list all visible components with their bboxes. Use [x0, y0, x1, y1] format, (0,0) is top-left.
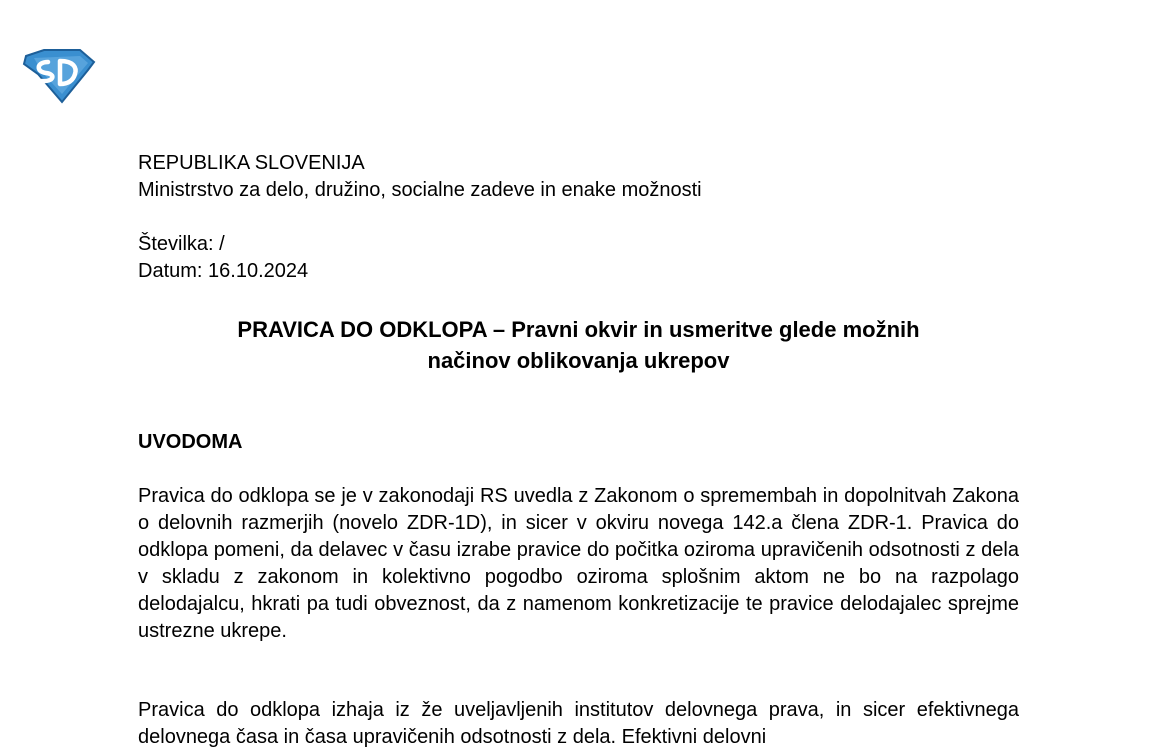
ministry-header — [138, 150, 702, 204]
sd-shield-logo-icon — [22, 48, 96, 104]
section-heading: UVODOMA — [138, 431, 243, 453]
document-title-line1: PRAVICA DO ODKLOPA – Pravni okvir in usmeritve glede možnih — [237, 317, 920, 342]
document-date — [138, 258, 308, 285]
paragraph-2: Pravica do odklopa izhaja iz že uveljavljenih institutov delovnega prava, in sicer efektivnega delovnega časa in časa upravičenih odsotnosti z dela. Efektivni delovni — [138, 699, 1019, 748]
document-title-line2: načinov oblikovanja ukrepov — [427, 348, 730, 373]
document-number-value: / — [219, 233, 225, 255]
paragraph-1: Pravica do odklopa se je v zakonodaji RS uvedla z Zakonom o spremembah in dopolnitvah Zakona o delovnih razmerjih (novelo ZDR-1D), in sicer v okviru novega 142.a člena ZDR-1. Pravica do odklopa pomeni, da delavec v času izrabe pravice do počitka oziroma upravičenih odsotnosti z dela v skladu z zakonom in kolektivno pogodbo oziroma splošnim aktom ne bo na razpolago delodajalcu, hkrati pa tudi obveznost, da z namenom konkretizacije te pravice delodajalec sprejme ustrezne ukrepe. — [138, 485, 1019, 642]
document-date-label: Datum: — [138, 260, 203, 282]
document-number — [138, 231, 308, 258]
document-date-value: 16.10.2024 — [208, 260, 309, 282]
ministry-name: Ministrstvo za delo, družino, socialne zadeve in enake možnosti — [138, 179, 702, 201]
country-name: REPUBLIKA SLOVENIJA — [138, 152, 365, 174]
document-reference — [138, 231, 308, 285]
document-number-label: Številka: — [138, 233, 214, 255]
document-title — [138, 314, 1019, 376]
sd-logo — [22, 48, 96, 104]
